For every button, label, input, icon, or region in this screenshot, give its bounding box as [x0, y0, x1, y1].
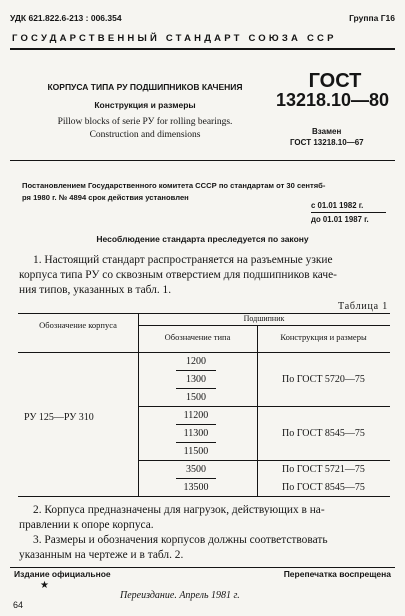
header-bearing-group: Подшипник: [243, 314, 285, 323]
decree-to: до 01.01 1987 г.: [311, 215, 369, 224]
para2-line-2: правлении к опоре корпуса.: [19, 519, 154, 531]
header-type: Обозначение типа: [164, 332, 231, 342]
title-rule: [10, 160, 395, 161]
title-ru: КОРПУСА ТИПА РУ ПОДШИПНИКОВ КАЧЕНИЯ: [47, 82, 243, 92]
udk-code: УДК 621.822.6-213 : 006.354: [10, 13, 122, 23]
replaces-value: ГОСТ 13218.10—67: [290, 138, 364, 147]
table-caption: Таблица 1: [338, 301, 388, 312]
title-en-1: Pillow blocks of serie РУ for rolling bearings.: [57, 117, 233, 127]
type-cell: 11200: [183, 410, 209, 421]
type-cell: 1500: [186, 392, 206, 403]
gost-number: 13218.10—80: [275, 90, 390, 110]
footer-rule: [10, 567, 395, 568]
type-cell: 11500: [183, 446, 209, 457]
housing-value: РУ 125—РУ 310: [24, 412, 94, 423]
type-cell: 13500: [183, 482, 209, 493]
type-cell: 1300: [186, 374, 206, 385]
subtitle-ru: Конструкция и размеры: [94, 100, 196, 110]
para1-line-1: 1. Настоящий стандарт распространяется на разъемные узкие: [33, 254, 333, 266]
page-number: 64: [13, 600, 24, 610]
decree-line-2: ря 1980 г. № 4894 срок действия установлен: [22, 193, 189, 202]
reprint-ban: Перепечатка воспрещена: [283, 569, 391, 579]
para3-line-2: указанным на чертеже и в табл. 2.: [19, 549, 184, 561]
replaces-label: Взамен: [312, 127, 342, 136]
para1-line-3: ния типов, указанных в табл. 1.: [19, 284, 172, 296]
gost-label: ГОСТ: [308, 70, 362, 92]
decree-from: с 01.01 1982 г.: [311, 201, 364, 210]
star-icon: ★: [40, 580, 49, 591]
decree-line-1: Постановлением Государственного комитета СССР по стандартам от 30 сентяб-: [22, 181, 326, 190]
design-cell: По ГОСТ 5721—75: [282, 464, 365, 475]
design-cell: По ГОСТ 5720—75: [282, 374, 365, 385]
type-cell: 1200: [186, 356, 206, 367]
para3-line-1: 3. Размеры и обозначения корпусов должны соответствовать: [33, 534, 328, 546]
design-cell: По ГОСТ 8545—75: [282, 428, 365, 439]
decree-from-underline: [311, 212, 386, 213]
violation-notice: Несоблюдение стандарта преследуется по закону: [96, 234, 309, 244]
header-rule: [10, 48, 395, 50]
type-cell: 11300: [183, 428, 209, 439]
reedition-note: Переиздание. Апрель 1981 г.: [120, 590, 240, 601]
para1-line-2: корпуса типа РУ со сквозным отверстием для подшипников каче-: [19, 269, 337, 281]
org-line: ГОСУДАРСТВЕННЫЙ СТАНДАРТ СОЮЗА ССР: [12, 33, 337, 44]
header-housing: Обозначение корпуса: [39, 320, 117, 330]
edition-official: Издание официальное: [14, 569, 111, 579]
header-design: Конструкция и размеры: [280, 332, 367, 342]
design-cell: По ГОСТ 8545—75: [282, 482, 365, 493]
type-cell: 3500: [186, 464, 206, 475]
group-code: Группа Г16: [349, 13, 395, 23]
title-en-2: Construction and dimensions: [89, 130, 201, 140]
para2-line-1: 2. Корпуса предназначены для нагрузок, действующих в на-: [33, 504, 325, 516]
